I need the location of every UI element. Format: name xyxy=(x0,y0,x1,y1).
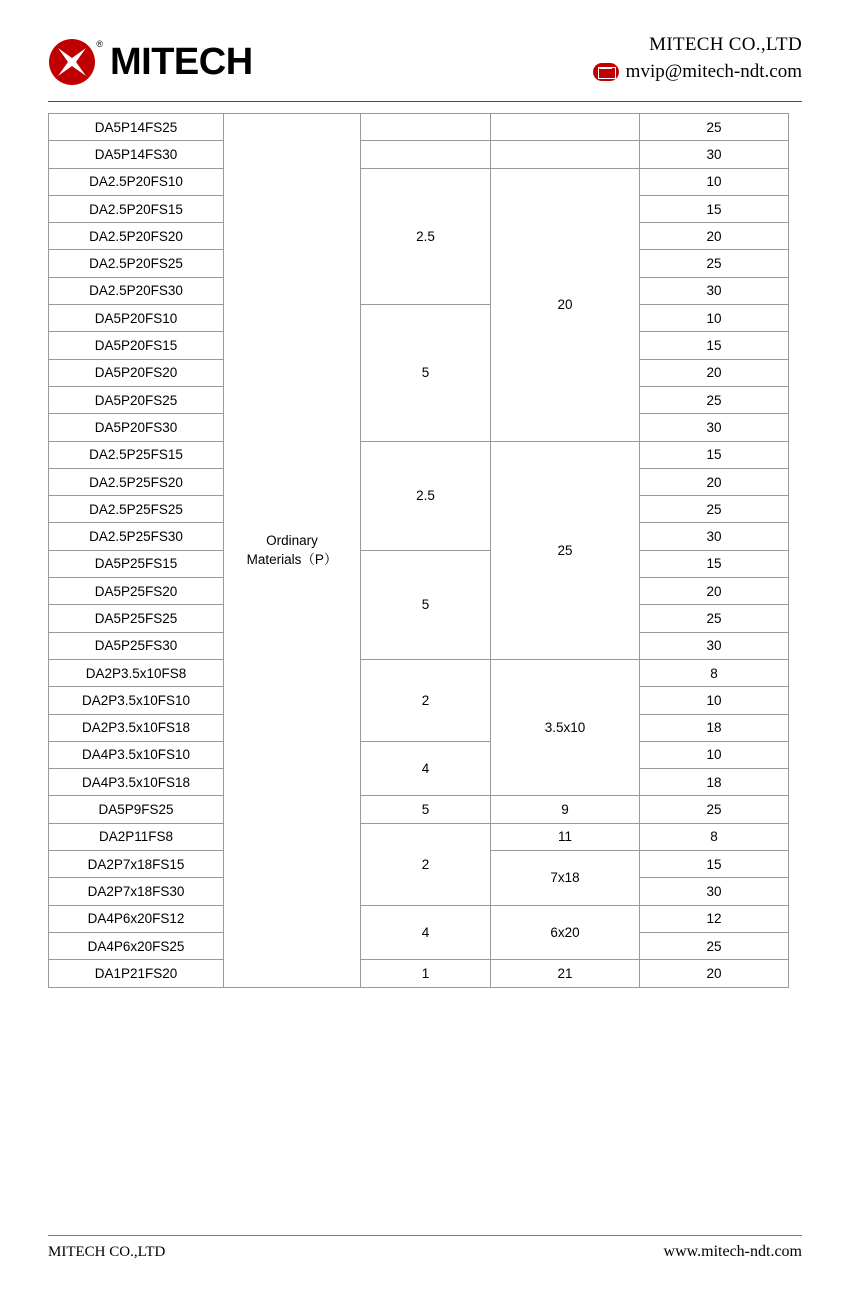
cell-model: DA2.5P20FS25 xyxy=(49,250,224,277)
cell-depth: 10 xyxy=(640,168,789,195)
cell-crystal-size xyxy=(491,114,640,141)
cell-model: DA2.5P20FS30 xyxy=(49,277,224,304)
cell-depth: 30 xyxy=(640,523,789,550)
brand xyxy=(48,30,253,86)
cell-model: DA2.5P25FS15 xyxy=(49,441,224,468)
cell-depth: 12 xyxy=(640,905,789,932)
cell-depth: 30 xyxy=(640,414,789,441)
table-row xyxy=(49,168,789,195)
cell-depth: 20 xyxy=(640,578,789,605)
cell-depth: 15 xyxy=(640,441,789,468)
cell-model: DA2.5P25FS30 xyxy=(49,523,224,550)
cell-model: DA5P20FS10 xyxy=(49,305,224,332)
cell-depth: 8 xyxy=(640,823,789,850)
cell-model: DA5P20FS15 xyxy=(49,332,224,359)
cell-model: DA2P7x18FS15 xyxy=(49,851,224,878)
probe-spec-table xyxy=(48,113,789,988)
table-row xyxy=(49,905,789,932)
cell-frequency: 5 xyxy=(361,305,491,441)
cell-crystal-size: 21 xyxy=(491,960,640,987)
email-address: mvip@mitech-ndt.com xyxy=(625,61,802,82)
table-row xyxy=(49,823,789,850)
cell-depth: 30 xyxy=(640,277,789,304)
cell-model: DA4P6x20FS12 xyxy=(49,905,224,932)
cell-model: DA2.5P25FS25 xyxy=(49,496,224,523)
cell-crystal-size: 6x20 xyxy=(491,905,640,960)
registered-mark: ® xyxy=(96,39,103,49)
cell-model: DA4P3.5x10FS18 xyxy=(49,769,224,796)
header-contact xyxy=(593,30,802,83)
cell-depth: 20 xyxy=(640,359,789,386)
cell-depth: 25 xyxy=(640,250,789,277)
email-row xyxy=(593,61,802,83)
cell-model: DA2P3.5x10FS10 xyxy=(49,687,224,714)
spec-table-container xyxy=(48,113,788,988)
cell-crystal-size: 11 xyxy=(491,823,640,850)
cell-frequency xyxy=(361,114,491,141)
cell-model: DA5P25FS15 xyxy=(49,550,224,577)
cell-model: DA4P3.5x10FS10 xyxy=(49,741,224,768)
cell-crystal-size: 25 xyxy=(491,441,640,659)
cell-model: DA2.5P20FS20 xyxy=(49,223,224,250)
cell-model: DA5P25FS25 xyxy=(49,605,224,632)
mail-icon xyxy=(593,63,619,81)
cell-frequency: 2 xyxy=(361,659,491,741)
cell-model: DA5P14FS25 xyxy=(49,114,224,141)
cell-crystal-size: 7x18 xyxy=(491,851,640,906)
cell-model: DA5P20FS20 xyxy=(49,359,224,386)
cell-material-type xyxy=(224,114,361,988)
cell-depth: 20 xyxy=(640,468,789,495)
material-label-line2: Materials（P） xyxy=(246,551,338,567)
cell-model: DA5P20FS25 xyxy=(49,386,224,413)
table-row xyxy=(49,960,789,987)
page-footer xyxy=(48,1235,802,1261)
company-name: MITECH CO.,LTD xyxy=(649,34,802,55)
cell-depth: 8 xyxy=(640,659,789,686)
cell-depth: 25 xyxy=(640,496,789,523)
cell-depth: 20 xyxy=(640,960,789,987)
cell-crystal-size: 3.5x10 xyxy=(491,659,640,795)
cell-frequency: 2.5 xyxy=(361,168,491,304)
page-header xyxy=(48,30,802,102)
cell-model: DA2.5P20FS15 xyxy=(49,195,224,222)
cell-depth: 15 xyxy=(640,851,789,878)
cell-depth: 15 xyxy=(640,332,789,359)
table-row xyxy=(49,114,789,141)
cell-crystal-size: 9 xyxy=(491,796,640,823)
table-row xyxy=(49,141,789,168)
cell-frequency xyxy=(361,141,491,168)
cell-depth: 20 xyxy=(640,223,789,250)
footer-website: www.mitech-ndt.com xyxy=(663,1243,802,1260)
cell-depth: 18 xyxy=(640,769,789,796)
cell-model: DA2P3.5x10FS8 xyxy=(49,659,224,686)
cell-depth: 30 xyxy=(640,632,789,659)
table-row xyxy=(49,659,789,686)
cell-model: DA1P21FS20 xyxy=(49,960,224,987)
cell-model: DA5P14FS30 xyxy=(49,141,224,168)
cell-frequency: 5 xyxy=(361,550,491,659)
cell-depth: 25 xyxy=(640,386,789,413)
cell-model: DA2.5P25FS20 xyxy=(49,468,224,495)
cell-model: DA5P9FS25 xyxy=(49,796,224,823)
cell-depth: 30 xyxy=(640,878,789,905)
cell-model: DA2P11FS8 xyxy=(49,823,224,850)
cell-frequency: 1 xyxy=(361,960,491,987)
cell-frequency: 2 xyxy=(361,823,491,905)
cell-model: DA5P20FS30 xyxy=(49,414,224,441)
cell-model: DA2P3.5x10FS18 xyxy=(49,714,224,741)
cell-model: DA2.5P20FS10 xyxy=(49,168,224,195)
cell-model: DA2P7x18FS30 xyxy=(49,878,224,905)
cell-depth: 15 xyxy=(640,195,789,222)
cell-depth: 10 xyxy=(640,305,789,332)
cell-model: DA5P25FS30 xyxy=(49,632,224,659)
cell-model: DA5P25FS20 xyxy=(49,578,224,605)
material-label-line1: Ordinary xyxy=(266,532,318,548)
cell-crystal-size xyxy=(491,141,640,168)
table-row xyxy=(49,305,789,332)
cell-depth: 10 xyxy=(640,687,789,714)
cell-depth: 25 xyxy=(640,796,789,823)
cell-frequency: 5 xyxy=(361,796,491,823)
cell-crystal-size: 20 xyxy=(491,168,640,441)
cell-depth: 10 xyxy=(640,741,789,768)
table-row xyxy=(49,441,789,468)
logo-wordmark: MITECH xyxy=(110,41,253,83)
cell-depth: 25 xyxy=(640,932,789,959)
cell-depth: 15 xyxy=(640,550,789,577)
table-row xyxy=(49,550,789,577)
table-row xyxy=(49,741,789,768)
cell-frequency: 4 xyxy=(361,905,491,960)
cell-depth: 25 xyxy=(640,114,789,141)
cell-depth: 25 xyxy=(640,605,789,632)
cell-frequency: 2.5 xyxy=(361,441,491,550)
cell-model: DA4P6x20FS25 xyxy=(49,932,224,959)
cell-frequency: 4 xyxy=(361,741,491,796)
table-row xyxy=(49,796,789,823)
cell-depth: 18 xyxy=(640,714,789,741)
mitech-logo-icon xyxy=(48,38,103,86)
cell-depth: 30 xyxy=(640,141,789,168)
footer-company: MITECH CO.,LTD xyxy=(48,1243,166,1260)
